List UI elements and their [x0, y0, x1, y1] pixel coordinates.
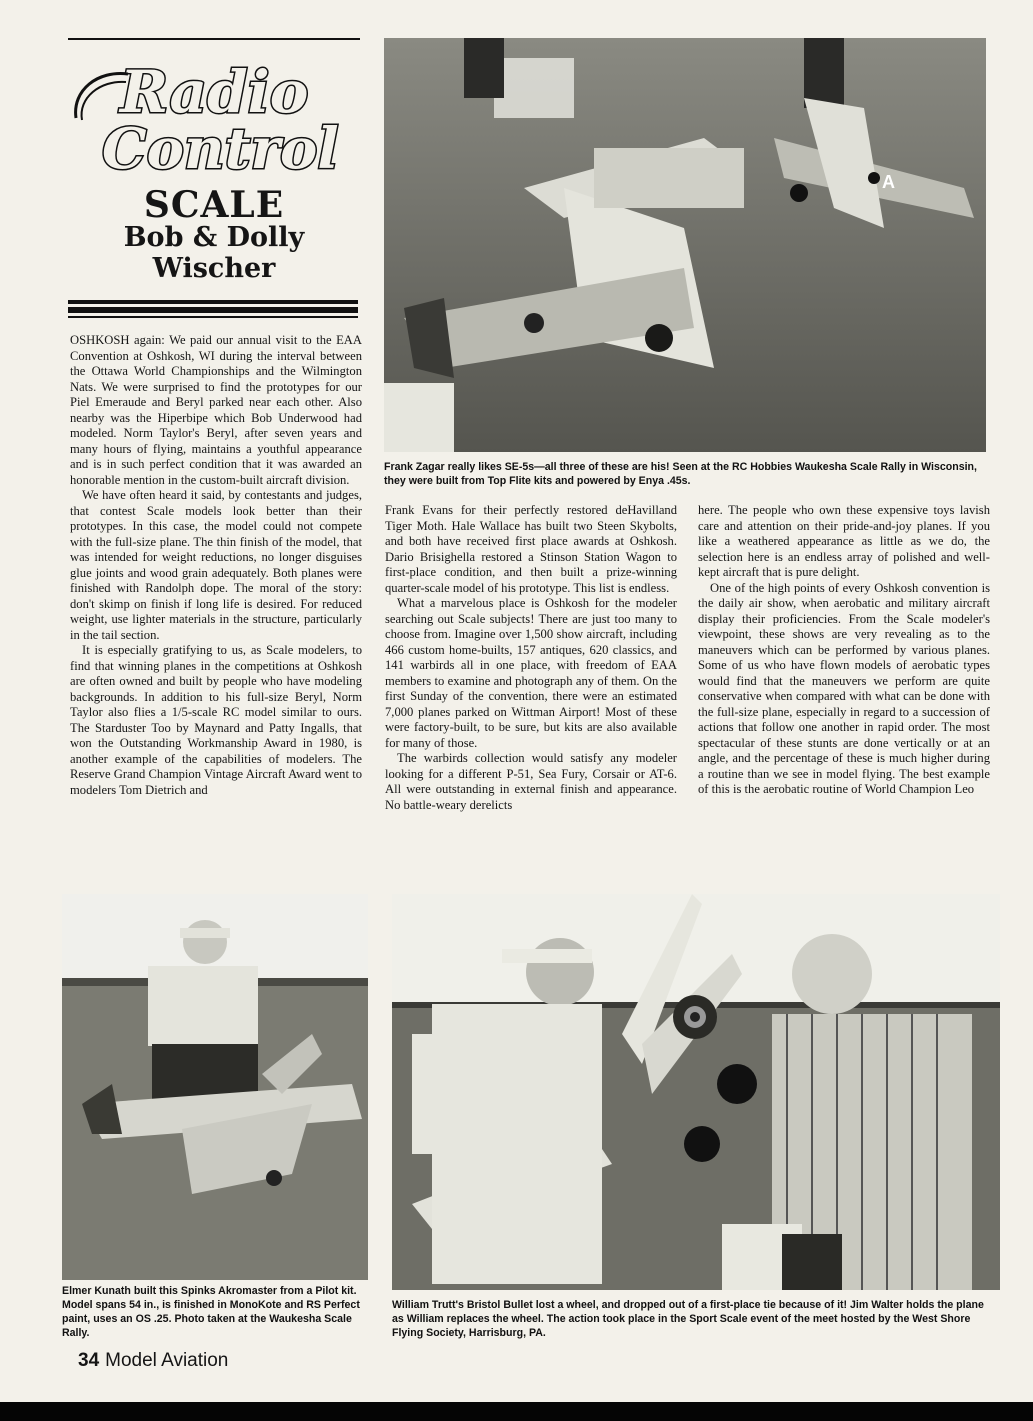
caption-left-photo: Elmer Kunath built this Spinks Akromaster from a Pilot kit. Model spans 54 in., is finished in MonoKote and RS Perfect paint, uses an OS .25. Photo taken at the Waukesha Scale Rally. — [62, 1285, 360, 1339]
page-folio — [78, 1350, 228, 1372]
paragraph: The warbirds collection would satisfy any modeler looking for a different P-51, Sea Fury, Corsair or AT-6. All were outstanding in external finish and appearance. No battle-weary derelicts — [385, 751, 677, 812]
photo-bristol-bullet — [392, 894, 1000, 1290]
paragraph: It is especially gratifying to us, as Scale modelers, to find that winning planes in the competitions at Oshkosh are often owned and built by people who have modeling backgrounds. In addition to his full-size Beryl, Norm Taylor also flies a 1/5-scale RC model similar to ours. The Starduster Too by Maynard and Patty Ingalls, that won the Outstanding Workmanship Award in 1980, is another example of the capabilities of modelers. The Reserve Grand Champion Vintage Aircraft Award went to modelers Tom Dietrich and — [70, 643, 362, 797]
article-column-2 — [385, 503, 677, 813]
article-column-3 — [698, 503, 990, 798]
caption-right-photo: William Trutt's Bristol Bullet lost a wheel, and dropped out of a first-place tie because of it! Jim Walter holds the plane as William replaces the wheel. The action took place in the Sport Scale event of the meet hosted by the West Shore Flying Society, Harrisburg, PA. — [392, 1299, 984, 1339]
photo-se5-models — [384, 38, 986, 452]
author-line1: Bob & Dolly — [123, 222, 305, 253]
caption-top-photo: Frank Zagar really likes SE-5s—all three of these are his! Seen at the RC Hobbies Waukesha Scale Rally in Wisconsin, they were built from Top Flite kits and powered by Enya .45s. — [384, 461, 977, 487]
paragraph: OSHKOSH again: We paid our annual visit to the EAA Convention at Oshkosh, WI during the interval between the Ottawa World Championships and the Wilmington Nats. We were surprised to find the prototypes for our Piel Emeraude and Beryl parked near each other. Also nearby was the Hiperbipe which Bob Underwood had modeled. Norm Taylor's Beryl, after seven years and many hours of flying, maintains a youthful appearance and is in such perfect condition that it was awarded an honorable mention in the custom-built aircraft division. — [70, 333, 362, 487]
paragraph: What a marvelous place is Oshkosh for the modeler searching out Scale subjects! There are just too many to choose from. Imagine over 1,500 show aircraft, including 466 custom home-builts, 157 antiques, 620 classics, and 141 warbirds all in one place, with freedom of EAA members to examine and photograph any of them. On the first Sunday of the convention, there were an estimated 7,000 planes parked on Wittman Airport! Most of these were factory-built, to be sure, but kits are also available for many of those. — [385, 596, 677, 750]
paragraph: We have often heard it said, by contestants and judges, that contest Scale models look better than their prototypes. In this case, the model could not compete with the full-size plane. The thin finish of the model, that was intended for weight reductions, no longer disguises glue joints and wood grain adequately. Both planes were finished with Randolph dope. The moral of the story: don't skimp on finish if long life is desired. For reduced weight, use lighter materials in the structure, particularly in the tail section. — [70, 488, 362, 642]
logo-line1: Radio — [120, 58, 309, 126]
paragraph: One of the high points of every Oshkosh convention is the daily air show, when aerobatic and military aircraft display their proficiencies. From the Scale modeler's viewpoint, these shows are very revealing as to the maneuvers which can be performed by various planes. Some of us who have flown models of aerobatic types would find that the maneuvers we perform are quite conservative when compared with what can be done with the full-size plane, especially in regard to a succession of actions that follow one another in rapid order. The most spectacular of these stunts are done vertically or at an angle, and the percentage of these is much higher during a routine than we see in model flying. The best example of this is the aerobatic routine of World Champion Leo — [698, 580, 990, 796]
photo-akromaster — [62, 894, 368, 1280]
article-column-1 — [70, 333, 362, 798]
publication-name: Model Aviation — [105, 1350, 229, 1371]
paragraph: Frank Evans for their perfectly restored deHavilland Tiger Moth. Hale Wallace has built two Steen Skybolts, and both have received first place awards at Oshkosh. Dario Brisighella restored a Stinson Station Wagon to first-place condition, and then built a prize-winning quarter-scale model of his prototype. This list is endless. — [385, 503, 677, 595]
page-number: 34 — [78, 1350, 100, 1371]
heading-bars — [68, 300, 358, 318]
section-title: SCALE — [143, 184, 285, 226]
radio-control-logo — [68, 40, 368, 180]
roundel-letter: A — [882, 172, 895, 192]
logo-line2: Control — [102, 116, 339, 180]
scan-edge — [0, 1402, 1033, 1421]
paragraph: here. The people who own these expensive toys lavish care and attention on their pride-and-joy planes. If you like a weathered appearance as little as we do, the selection here is an endless array of polished and well-kept aircraft that is pure delight. — [698, 503, 990, 579]
author-line2: Wischer — [152, 253, 276, 284]
byline — [68, 222, 360, 284]
